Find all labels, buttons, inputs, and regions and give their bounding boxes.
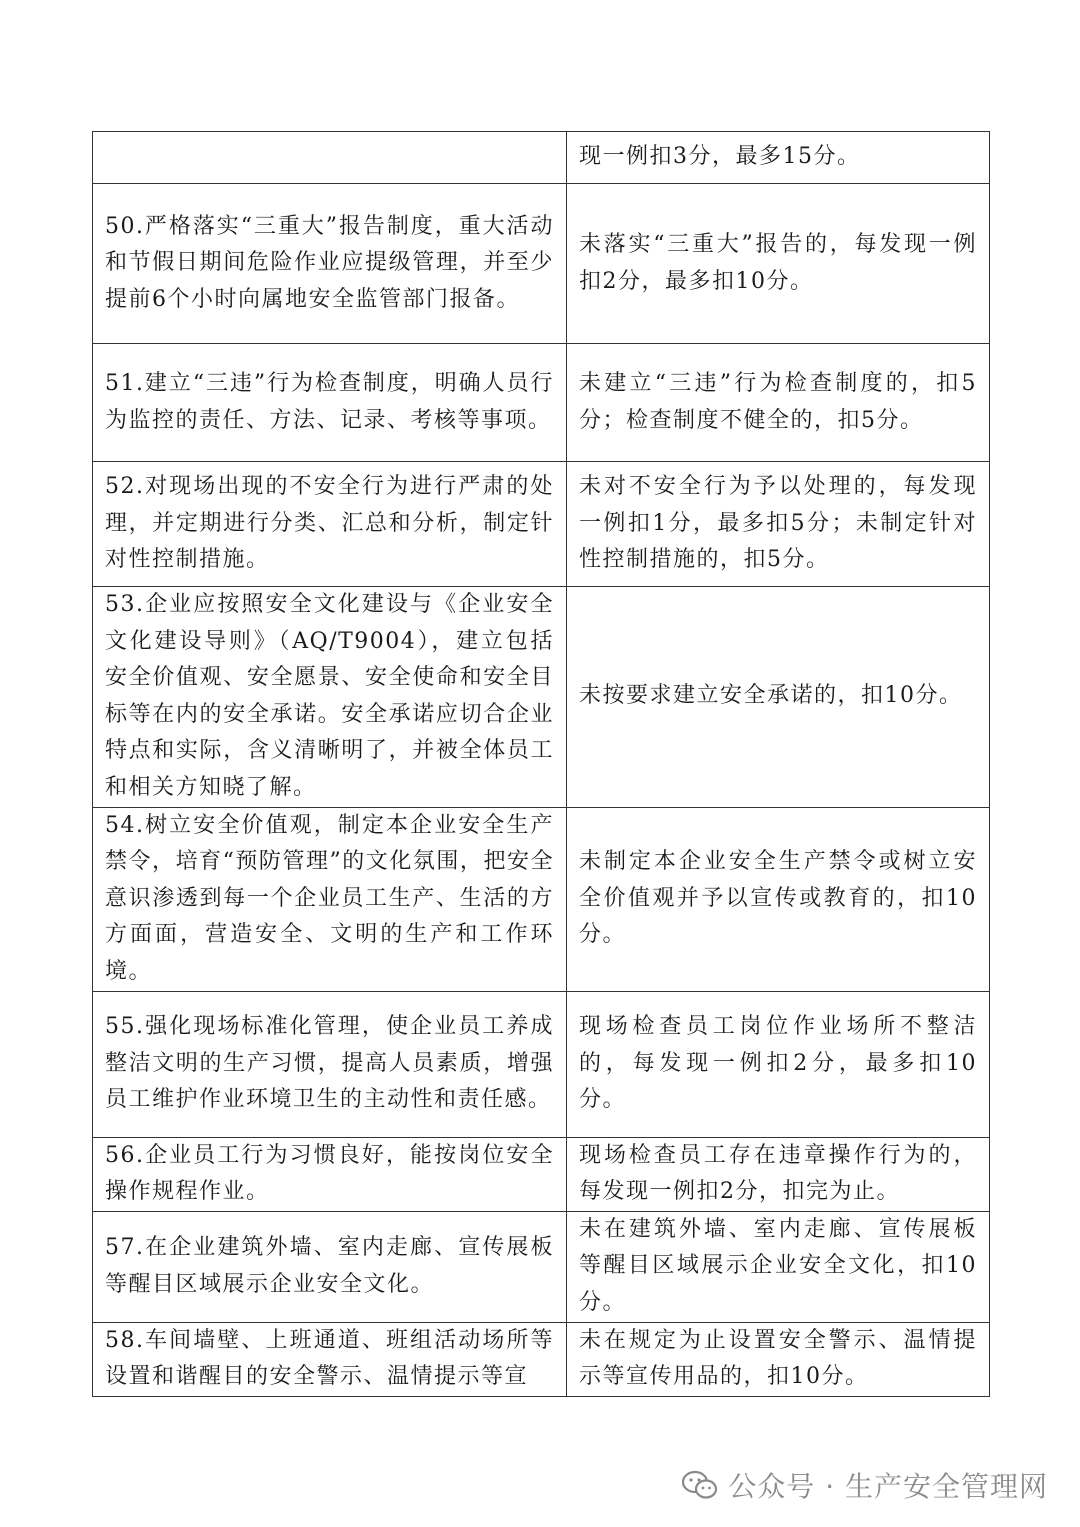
scoring-cell: 现场检查员工存在违章操作行为的，每发现一例扣2分，扣完为止。 [567, 1137, 990, 1211]
requirement-cell: 56.企业员工行为习惯良好，能按岗位安全操作规程作业。 [93, 1137, 567, 1211]
requirement-cell: 53.企业应按照安全文化建设与《企业安全文化建设导则》（AQ/T9004），建立包括安全价值观、安全愿景、安全使命和安全目标等在内的安全承诺。安全承诺应切合企业特点和实际，含义清晰明了，并被全体员工和相关方知晓了解。 [93, 587, 567, 808]
wechat-icon [682, 1470, 718, 1500]
table-row [93, 462, 990, 587]
watermark-text: 公众号 · 生产安全管理网 [728, 1470, 1048, 1503]
table-row [93, 344, 990, 462]
scoring-cell: 现场检查员工岗位作业场所不整洁的，每发现一例扣2分，最多扣10分。 [567, 991, 990, 1137]
table-row [93, 1211, 990, 1322]
table-row [93, 991, 990, 1137]
scoring-cell: 未在建筑外墙、室内走廊、宣传展板等醒目区域展示企业安全文化，扣10分。 [567, 1211, 990, 1322]
scoring-cell: 未制定本企业安全生产禁令或树立安全价值观并予以宣传或教育的，扣10分。 [567, 807, 990, 991]
requirement-cell: 52.对现场出现的不安全行为进行严肃的处理，并定期进行分类、汇总和分析，制定针对性控制措施。 [93, 462, 567, 587]
scoring-cell: 未建立“三违”行为检查制度的，扣5分；检查制度不健全的，扣5分。 [567, 344, 990, 462]
table-row [93, 132, 990, 184]
table-row [93, 184, 990, 344]
table-row [93, 1322, 990, 1396]
requirement-cell: 51.建立“三违”行为检查制度，明确人员行为监控的责任、方法、记录、考核等事项。 [93, 344, 567, 462]
scoring-cell: 未落实“三重大”报告的，每发现一例扣2分，最多扣10分。 [567, 184, 990, 344]
requirement-cell: 58.车间墙壁、上班通道、班组活动场所等设置和谐醒目的安全警示、温情提示等宣 [93, 1322, 567, 1396]
table-row [93, 1137, 990, 1211]
requirement-cell: 57.在企业建筑外墙、室内走廊、宣传展板等醒目区域展示企业安全文化。 [93, 1211, 567, 1322]
scoring-cell: 未按要求建立安全承诺的，扣10分。 [567, 587, 990, 808]
requirement-cell: 54.树立安全价值观，制定本企业安全生产禁令，培育“预防管理”的文化氛围，把安全意识渗透到每一个企业员工生产、生活的方方面面，营造安全、文明的生产和工作环境。 [93, 807, 567, 991]
scoring-cell: 未在规定为止设置安全警示、温情提示等宣传用品的，扣10分。 [567, 1322, 990, 1396]
watermark [682, 1465, 1048, 1505]
table-row [93, 807, 990, 991]
standards-table [92, 131, 990, 1397]
requirement-cell: 50.严格落实“三重大”报告制度，重大活动和节假日期间危险作业应提级管理，并至少提前6个小时向属地安全监管部门报备。 [93, 184, 567, 344]
requirement-cell [93, 132, 567, 184]
table-row [93, 587, 990, 808]
requirement-cell: 55.强化现场标准化管理，使企业员工养成整洁文明的生产习惯，提高人员素质，增强员工维护作业环境卫生的主动性和责任感。 [93, 991, 567, 1137]
scoring-cell: 未对不安全行为予以处理的，每发现一例扣1分，最多扣5分；未制定针对性控制措施的，扣5分。 [567, 462, 990, 587]
scoring-cell: 现一例扣3分，最多15分。 [567, 132, 990, 184]
